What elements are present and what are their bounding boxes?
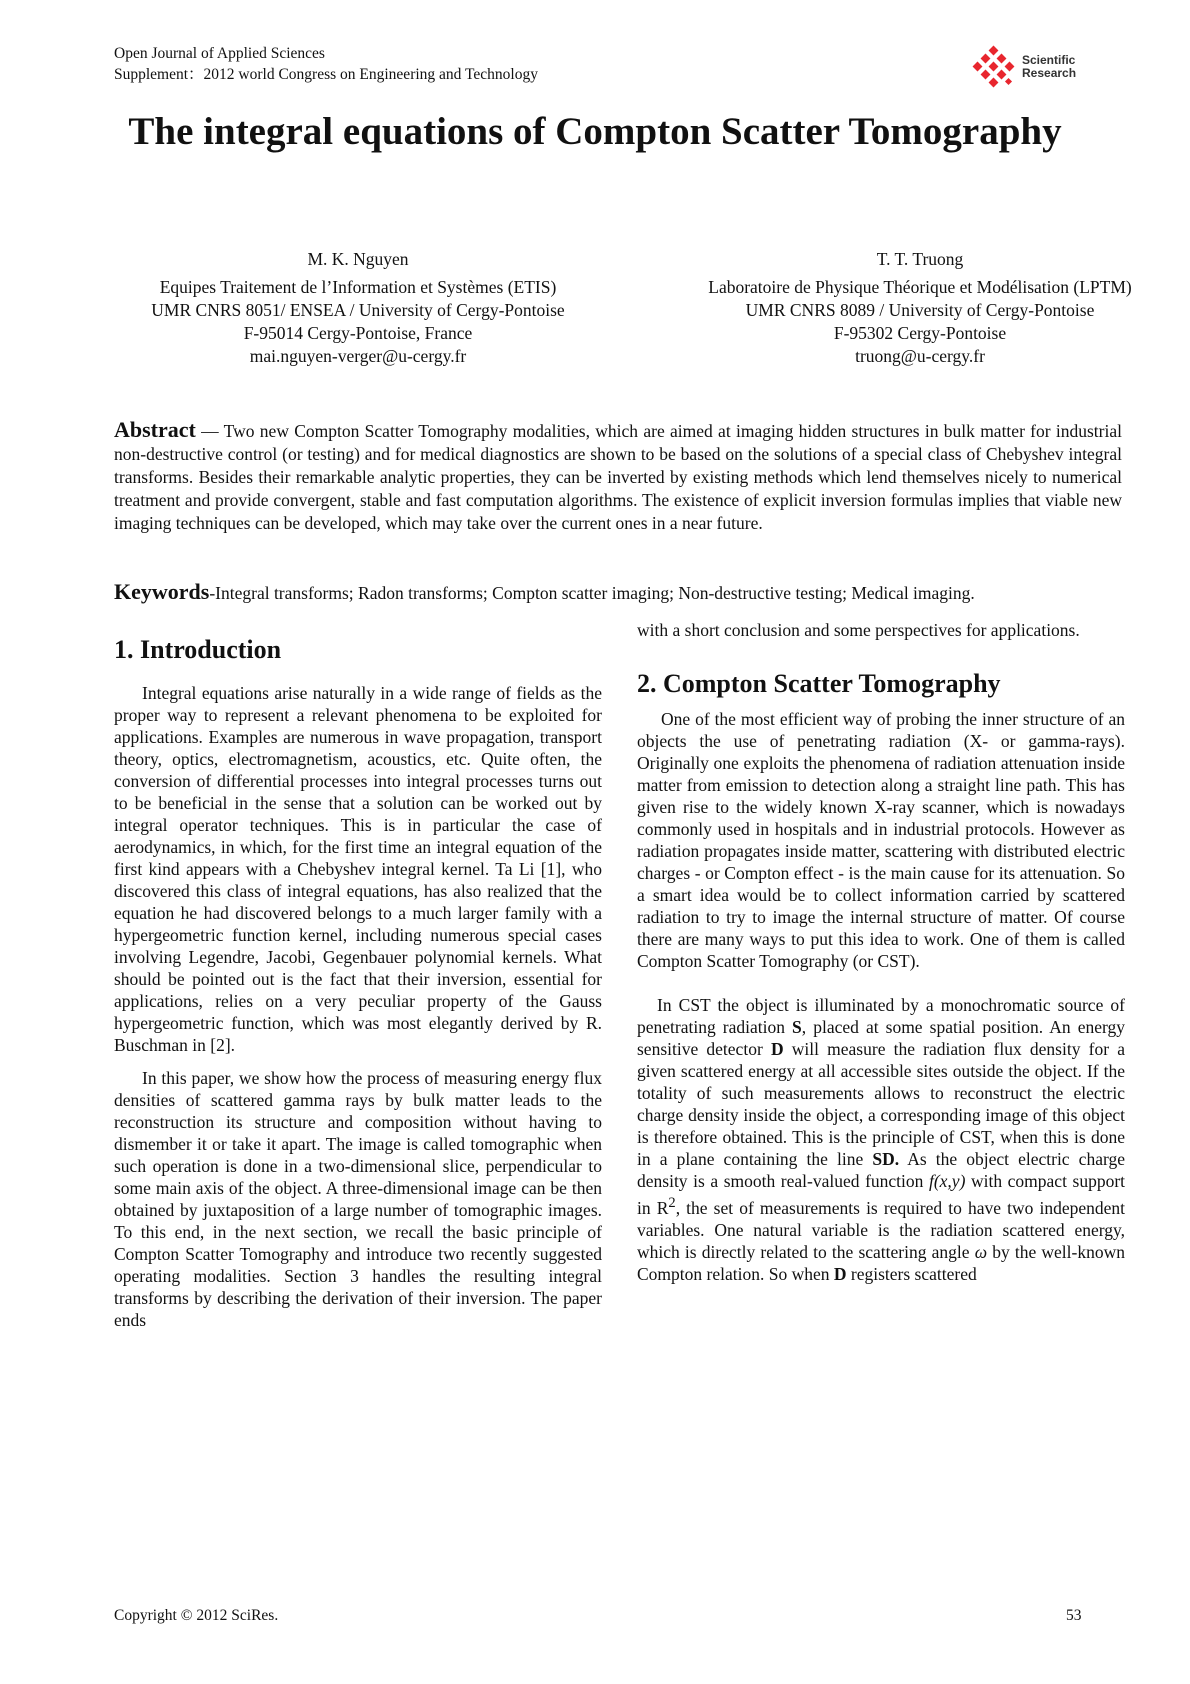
right-column bbox=[637, 619, 1125, 1285]
text-run: As the object electric charge density is a smooth real-valued function bbox=[637, 1149, 1125, 1191]
author-affiliation: UMR CNRS 8051/ ENSEA / University of Cergy-Pontoise bbox=[151, 300, 565, 320]
logo-line-2: Research bbox=[1022, 66, 1077, 80]
keywords-label: Keywords bbox=[114, 579, 210, 604]
logo-text bbox=[1022, 54, 1076, 80]
author-affiliation: UMR CNRS 8089 / University of Cergy-Pontoise bbox=[745, 300, 1095, 320]
text-run: , the set of measurements is required to have two independent variables. One natural variable is the radiation scattered energy, which is directly related to the scattering angle bbox=[637, 1197, 1125, 1262]
line-symbol: SD. bbox=[872, 1149, 900, 1169]
abstract-label: Abstract bbox=[114, 417, 196, 442]
function-symbol: f(x,y) bbox=[928, 1171, 966, 1191]
section-heading-cst: 2. Compton Scatter Tomography bbox=[637, 669, 1001, 698]
intro-paragraph-1: Integral equations arise naturally in a wide range of fields as the proper way to represent a relevant phenomena to be exploited for applications. Examples are numerous in wave propagation, transport theory, optics, electromagnetism, acoustics, etc. Quite often, the conversion of differential processes into integral processes turns out to be beneficial in the sense that a solution can be worked out by integral operator techniques. This is in particular the case of aerodynamics, in which, for the first time an integral equation of the first kind appears with a Chebyshev integral kernel. Ta Li [1], who discovered this class of integral equations, has also realized that the equation he had discovered belongs to a much larger family with a hypergeometric function kernel, including numerous special cases involving Legendre, Jacobi, Gegenbauer polynomial kernels. What should be pointed out is the fact that their inversion, essential for applications, relies on a very peculiar property of the Gauss hypergeometric function, which was most elegantly derived by R. Buschman in [2]. bbox=[114, 683, 602, 1055]
section-heading-introduction: 1. Introduction bbox=[114, 635, 282, 664]
logo-line-1: Scientific bbox=[1022, 53, 1076, 67]
page-number: 53 bbox=[1066, 1607, 1082, 1624]
detector-symbol: D bbox=[770, 1039, 784, 1059]
journal-name: Open Journal of Applied Sciences bbox=[114, 45, 325, 62]
text-run: will measure the radiation flux density for a given scattered energy at all accessible sites outside the object. If the totality of such measurements allows to reconstruct the electric charge density inside the object, a corresponding image of this object is therefore obtained. This is the principle of CST, when this is done in a plane containing the line bbox=[637, 1039, 1125, 1169]
author-email[interactable]: truong@u-cergy.fr bbox=[855, 346, 985, 366]
author-name: M. K. Nguyen bbox=[307, 249, 409, 269]
text-run: registers scattered bbox=[846, 1263, 977, 1284]
copyright: Copyright © 2012 SciRes. bbox=[114, 1607, 279, 1624]
superscript: 2 bbox=[668, 1195, 676, 1211]
keywords-text: -Integral transforms; Radon transforms; Compton scatter imaging; Non-destructive testing; Medical imaging. bbox=[209, 583, 975, 603]
abstract-text: — Two new Compton Scatter Tomography modalities, which are aimed at imaging hidden structures in bulk matter for industrial non-destructive control (or testing) and for medical diagnostics are shown to be based on the solutions of a special class of Chebyshev integral transforms. Besides their remarkable analytic properties, they can be inverted by existing methods which lend themselves nicely to numerical treatment and provide convergent, stable and fast computation algorithms. The existence of explicit inversion formulas implies that viable new imaging techniques can be developed, which may take over the current ones in a near future. bbox=[114, 421, 1122, 533]
author-email[interactable]: mai.nguyen-verger@u-cergy.fr bbox=[249, 346, 467, 366]
keywords bbox=[114, 580, 1122, 605]
paper-title: The integral equations of Compton Scatter Tomography bbox=[128, 110, 1062, 153]
author-address: F-95302 Cergy-Pontoise bbox=[833, 323, 1007, 343]
author-block-1 bbox=[114, 248, 602, 368]
journal-header bbox=[114, 43, 538, 85]
text-run: , placed at some spatial position. An energy sensitive detector bbox=[637, 1017, 1125, 1059]
author-affiliation: Equipes Traitement de l’Information et Systèmes (ETIS) bbox=[159, 277, 557, 297]
text-run: by the well-known Compton relation. So when bbox=[637, 1241, 1125, 1284]
intro-continuation: with a short conclusion and some perspectives for applications. bbox=[637, 620, 1080, 640]
text-run: In CST the object is illuminated by a monochromatic source of penetrating radiation bbox=[637, 995, 1125, 1037]
source-symbol: S bbox=[792, 1017, 802, 1037]
cst-paragraph-2 bbox=[637, 994, 1125, 1285]
abstract bbox=[114, 418, 1122, 535]
author-affiliation: Laboratoire de Physique Théorique et Modélisation (LPTM) bbox=[708, 277, 1132, 297]
cst-paragraph-1: One of the most efficient way of probing the inner structure of an objects the use of penetrating radiation (X- or gamma-rays). Originally one exploits the phenomena of radiation attenuation inside matter from emission to detection along a straight line path. This has given rise to the widely known X-ray scanner, which is nowadays commonly used in hospitals and in industrial protocols. However as radiation propagates inside matter, scattering with distributed electric charges - or Compton effect - is the main cause for its attenuation. So a smart idea would be to collect information carried by scattered radiation to try to image the internal structure of matter. Of course there are many ways to put this idea to work. One of them is called Compton Scatter Tomography (or CST). bbox=[637, 709, 1125, 971]
author-address: F-95014 Cergy-Pontoise, France bbox=[243, 323, 473, 343]
author-name: T. T. Truong bbox=[876, 249, 964, 269]
author-block-2 bbox=[664, 248, 1176, 368]
left-column bbox=[114, 634, 602, 1331]
supplement-line: Supplement：2012 world Congress on Engineering and Technology bbox=[114, 66, 538, 83]
intro-paragraph-2: In this paper, we show how the process of measuring energy flux densities of scattered gamma rays by bulk matter leads to the reconstruction its structure and composition without having to dismember it or take it apart. The image is called tomographic when such operation is done in a two-dimensional slice, perpendicular to some main axis of the object. A three-dimensional image can be then obtained by juxtaposition of a large number of tomographic images. To this end, in the next section, we recall the basic principle of Compton Scatter Tomography and introduce two recently suggested operating modalities. Section 3 handles the resulting integral transforms by describing the derivation of their inversion. The paper ends bbox=[114, 1068, 602, 1330]
text-run: with compact support in R bbox=[637, 1171, 1126, 1218]
omega-symbol: ω bbox=[974, 1241, 988, 1262]
detector-symbol: D bbox=[833, 1263, 847, 1284]
